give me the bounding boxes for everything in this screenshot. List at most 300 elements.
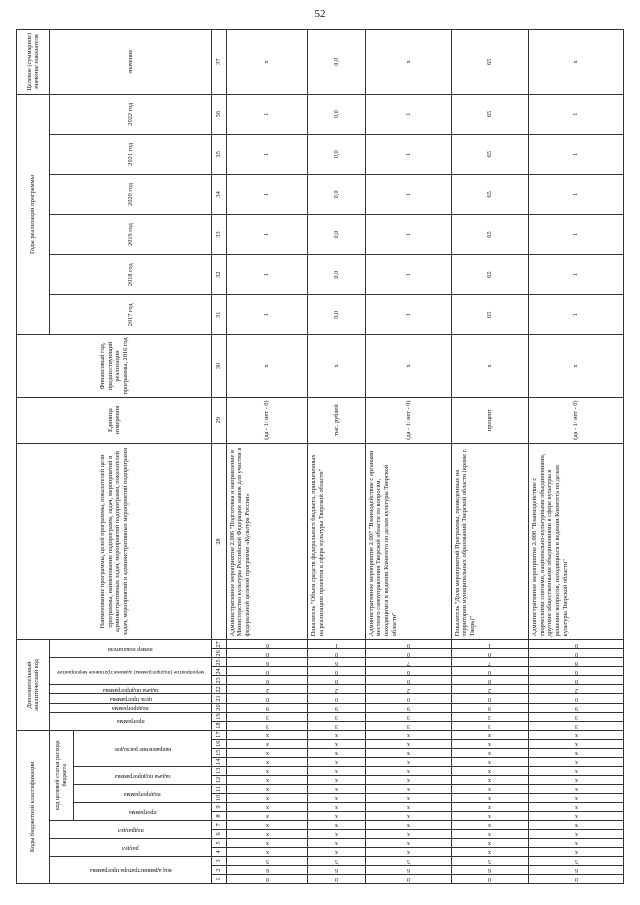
column-number: 27 <box>212 640 226 649</box>
column-number: 30 <box>212 335 226 397</box>
code-digit <box>365 856 451 865</box>
code-digit <box>308 640 365 649</box>
code-digit-text: 3 <box>265 713 269 720</box>
code-digit <box>226 640 308 649</box>
code-digit <box>529 820 624 829</box>
row-base-year: х <box>529 335 624 397</box>
year-2022-header: 2022 год <box>49 94 211 134</box>
code-digit-text: x <box>335 822 339 829</box>
column-number: 28 <box>212 443 226 640</box>
code-digit-text: x <box>335 849 339 856</box>
code-digit-text: 2 <box>265 686 269 693</box>
code-digit <box>365 793 451 802</box>
code-digit-text: 1 <box>335 641 339 648</box>
code-digit-text: x <box>335 813 339 820</box>
code-digit <box>451 739 528 748</box>
budget-codes-header: Коды бюджетной классификации <box>17 730 50 883</box>
rotated-page <box>16 29 624 884</box>
column-number: 31 <box>212 295 226 335</box>
code-digit <box>365 658 451 667</box>
year-value: 65 <box>451 94 528 134</box>
code-digit-text: x <box>265 777 269 784</box>
code-digit-text: x <box>265 849 269 856</box>
code-digit <box>451 865 528 874</box>
code-digit <box>308 784 365 793</box>
column-number: 26 <box>212 649 226 658</box>
code-digit-text: x <box>265 795 269 802</box>
code-digit-text: x <box>335 768 339 775</box>
year-value: 1 <box>365 214 451 254</box>
code-digit <box>308 766 365 775</box>
year-value: 1 <box>365 134 451 174</box>
code-digit <box>529 874 624 883</box>
code-digit <box>529 856 624 865</box>
code-digit <box>226 712 308 721</box>
code-digit-text: 7 <box>406 659 410 666</box>
code-digit-text: 3 <box>265 723 269 729</box>
code-digit-text: 9 <box>574 704 578 711</box>
code-digit <box>308 667 365 676</box>
code-digit <box>226 649 308 658</box>
code-digit-text: x <box>574 840 578 847</box>
row-unit: (да - 1/ нет - 0) <box>226 397 308 443</box>
code-digit <box>308 748 365 757</box>
code-digit <box>529 649 624 658</box>
code-digit-text: x <box>406 750 410 757</box>
code-digit-text: 6 <box>335 659 339 666</box>
code-digit-text: 3 <box>574 713 578 720</box>
code-digit <box>529 748 624 757</box>
code-digit-text: 0 <box>335 876 339 883</box>
code-digit <box>365 739 451 748</box>
code-digit-text: 0 <box>406 641 410 648</box>
code-digit <box>529 793 624 802</box>
code-digit-text: x <box>265 840 269 847</box>
code-digit <box>365 676 451 685</box>
code-digit-text: x <box>335 741 339 748</box>
column-number: 9 <box>212 802 226 811</box>
code-digit-text: x <box>265 768 269 775</box>
row-target: х <box>365 30 451 95</box>
code-digit <box>529 721 624 730</box>
task-header: задача подпрограммы <box>74 766 212 784</box>
code-digit-text: x <box>488 786 492 793</box>
code-digit-text: x <box>574 777 578 784</box>
column-number: 29 <box>212 397 226 443</box>
code-digit <box>529 640 624 649</box>
code-digit-text: x <box>406 849 410 856</box>
code-digit <box>451 784 528 793</box>
column-number: 36 <box>212 94 226 134</box>
table-row <box>226 30 308 884</box>
code-digit-text: 0 <box>406 677 410 684</box>
code-digit <box>226 874 308 883</box>
code-digit-text: x <box>574 759 578 766</box>
code-digit-text: x <box>406 813 410 820</box>
code-digit <box>365 874 451 883</box>
code-digit <box>308 865 365 874</box>
code-digit-text: 3 <box>335 713 339 720</box>
code-digit <box>529 703 624 712</box>
code-digit-text: x <box>265 759 269 766</box>
code-digit-text: x <box>335 786 339 793</box>
name-header: Наименование программы, целей программы, показателей цели программы, наименование подпрограмм, задач, мероприятий и административных задач, мероприятий подпрограмм, показателей задач, мероприятий и административных мероприятий подпрограмм <box>17 443 212 640</box>
target-article-header: код целевой статьи расхода бюджета <box>49 730 73 820</box>
code-digit-text: x <box>406 786 410 793</box>
code-digit-text: 6 <box>265 659 269 666</box>
year-2020-header: 2020 год <box>49 174 211 214</box>
code-digit <box>529 676 624 685</box>
column-number: 11 <box>212 784 226 793</box>
column-number: 13 <box>212 766 226 775</box>
code-digit <box>308 829 365 838</box>
code-digit-text: x <box>335 840 339 847</box>
code-digit <box>226 694 308 703</box>
code-digit-text: x <box>406 822 410 829</box>
code-digit-text: x <box>488 831 492 838</box>
program-header: программа <box>74 802 212 820</box>
column-number: 7 <box>212 820 226 829</box>
year-value: 1 <box>226 134 308 174</box>
row-unit: (да - 1/ нет - 0) <box>529 397 624 443</box>
code-digit-text: x <box>406 795 410 802</box>
column-number: 33 <box>212 214 226 254</box>
code-digit-text: 0 <box>488 876 492 883</box>
code-digit-text: x <box>265 732 269 739</box>
year-value: 0,0 <box>308 94 365 134</box>
code-digit-text: 5 <box>574 858 578 865</box>
code-digit <box>308 802 365 811</box>
code-digit-text: 0 <box>335 650 339 657</box>
column-number: 32 <box>212 255 226 295</box>
code-digit-text: 6 <box>488 867 492 874</box>
code-digit <box>365 685 451 694</box>
code-digit <box>226 802 308 811</box>
code-digit <box>451 640 528 649</box>
code-digit <box>226 730 308 739</box>
code-digit <box>226 847 308 856</box>
code-digit-text: x <box>406 732 410 739</box>
code-digit <box>529 730 624 739</box>
column-number: 35 <box>212 134 226 174</box>
section-header: раздел <box>49 838 211 856</box>
code-digit-text: x <box>574 849 578 856</box>
year-value: 0,0 <box>308 295 365 335</box>
column-number: 10 <box>212 793 226 802</box>
column-number: 25 <box>212 658 226 667</box>
code-digit <box>308 721 365 730</box>
code-digit <box>529 667 624 676</box>
code-digit <box>451 685 528 694</box>
code-digit <box>529 775 624 784</box>
row-target: 0,0 <box>308 30 365 95</box>
subprogram-header: подпрограмма <box>74 784 212 802</box>
code-digit-text: x <box>335 831 339 838</box>
code-digit <box>365 775 451 784</box>
row-base-year: х <box>365 335 451 397</box>
year-value: 1 <box>226 295 308 335</box>
code-digit-text: 2 <box>574 686 578 693</box>
code-digit-text: 1 <box>488 641 492 648</box>
code-digit <box>529 694 624 703</box>
code-digit-text: x <box>488 741 492 748</box>
code-digit <box>226 676 308 685</box>
code-digit-text: 0 <box>406 695 410 702</box>
column-number: 20 <box>212 703 226 712</box>
column-number: 15 <box>212 748 226 757</box>
fin-year-header: Финансовый год, предшествующий реализации программы, 2016 год <box>17 335 212 397</box>
code-digit-text: 3 <box>488 713 492 720</box>
code-digit-text: 7 <box>488 659 492 666</box>
code-digit <box>529 784 624 793</box>
year-value: 65 <box>451 295 528 335</box>
admin-code-header: код администратора программы <box>49 856 211 883</box>
code-digit-text: x <box>406 768 410 775</box>
year-value: 1 <box>365 255 451 295</box>
row-description: Административное мероприятие 2.006 "Подготовка и направление в Министерство культуры Российской Федерации заявок для участия в федеральной целевой программе «Культура России» <box>226 443 308 640</box>
code-digit-text: x <box>406 804 410 811</box>
code-digit-text: 5 <box>335 858 339 865</box>
code-digit-text: x <box>335 804 339 811</box>
code-digit-text: x <box>265 741 269 748</box>
table-row <box>308 30 365 884</box>
year-value: 65 <box>451 255 528 295</box>
a-indicator-header: номер показателя <box>49 640 211 658</box>
row-description: Показатель "Доля мероприятий Программы, проведенных на территории муниципальных образований Тверской области (кроме г. Тверь)" <box>451 443 528 640</box>
code-digit <box>365 820 451 829</box>
code-digit-text: x <box>406 840 410 847</box>
code-digit <box>451 721 528 730</box>
code-digit-text: x <box>406 759 410 766</box>
year-value: 1 <box>529 174 624 214</box>
code-digit-text: x <box>335 750 339 757</box>
year-value: 1 <box>226 214 308 254</box>
code-digit <box>451 793 528 802</box>
a-activity-header: мероприятие (подпрограммы) административное мероприятие <box>49 658 211 685</box>
column-number: 16 <box>212 739 226 748</box>
code-digit-text: x <box>488 750 492 757</box>
column-number: 17 <box>212 730 226 739</box>
row-description: Административное мероприятие 2.008 "Взаимодействие с творческими союзами, национально-культурными объединениями, другими общественными объединениями в сфере культуры в решении вопросов, находящихся в ведении Комитета по делам культуры Тверской области" <box>529 443 624 640</box>
expense-direction-header: направление расходов <box>74 730 212 766</box>
code-digit <box>308 739 365 748</box>
code-digit-text: 0 <box>406 650 410 657</box>
code-digit-text: x <box>488 795 492 802</box>
code-digit-text: 0 <box>265 641 269 648</box>
code-digit <box>308 820 365 829</box>
code-digit-text: x <box>488 759 492 766</box>
code-digit-text: x <box>488 732 492 739</box>
page-number: 52 <box>314 8 326 20</box>
code-digit-text: 2 <box>406 686 410 693</box>
code-digit <box>451 766 528 775</box>
code-digit <box>529 658 624 667</box>
table-row <box>529 30 624 884</box>
code-digit <box>365 721 451 730</box>
target-header: Целевое (суммарное) значение показателя <box>17 30 50 95</box>
code-digit <box>365 766 451 775</box>
row-target: 65 <box>451 30 528 95</box>
code-digit-text: 8 <box>574 659 578 666</box>
code-digit-text: 6 <box>335 867 339 874</box>
code-digit <box>308 676 365 685</box>
code-digit-text: x <box>406 831 410 838</box>
code-digit <box>308 874 365 883</box>
code-digit-text: 6 <box>574 867 578 874</box>
code-digit <box>451 676 528 685</box>
code-digit-text: 2 <box>488 686 492 693</box>
year-value: 0,0 <box>308 134 365 174</box>
table-row <box>365 30 451 884</box>
value-header: значение <box>49 30 211 95</box>
code-digit <box>451 703 528 712</box>
row-description: Показатель "Объем средств федерального бюджета, привлеченных на реализацию проектов в сфере культуры Тверской области" <box>308 443 365 640</box>
code-digit-text: 0 <box>335 668 339 675</box>
code-digit-text: x <box>574 750 578 757</box>
code-digit-text: 0 <box>265 695 269 702</box>
column-number: 14 <box>212 757 226 766</box>
code-digit-text: x <box>574 741 578 748</box>
code-digit-text: 3 <box>406 713 410 720</box>
code-digit <box>226 811 308 820</box>
code-digit-text: x <box>574 813 578 820</box>
code-digit-text: x <box>574 822 578 829</box>
code-digit-text: x <box>488 840 492 847</box>
code-digit <box>451 748 528 757</box>
code-digit <box>529 757 624 766</box>
a-task-header: задача подпрограммы <box>49 685 211 694</box>
code-digit <box>365 694 451 703</box>
code-digit <box>451 820 528 829</box>
code-digit <box>451 658 528 667</box>
code-digit-text: x <box>406 741 410 748</box>
a-program-header: программа <box>49 712 211 730</box>
column-number: 8 <box>212 811 226 820</box>
a-goal-header: цель программы <box>49 694 211 703</box>
year-value: 1 <box>226 174 308 214</box>
code-digit-text: x <box>335 795 339 802</box>
code-digit-text: 9 <box>335 704 339 711</box>
code-digit <box>451 694 528 703</box>
code-digit-text: 0 <box>335 695 339 702</box>
code-digit <box>451 649 528 658</box>
code-digit-text: x <box>574 768 578 775</box>
code-digit <box>226 784 308 793</box>
table-row <box>451 30 528 884</box>
year-value: 0,0 <box>308 255 365 295</box>
code-digit <box>365 829 451 838</box>
code-digit <box>529 802 624 811</box>
code-digit-text: 0 <box>488 650 492 657</box>
row-base-year: х <box>451 335 528 397</box>
code-digit <box>529 766 624 775</box>
code-digit <box>226 829 308 838</box>
column-number: 1 <box>212 874 226 883</box>
code-digit-text: 0 <box>488 677 492 684</box>
code-digit-text: 0 <box>265 650 269 657</box>
code-digit <box>226 757 308 766</box>
code-digit <box>365 838 451 847</box>
code-digit <box>451 757 528 766</box>
column-number: 24 <box>212 667 226 676</box>
year-value: 65 <box>451 174 528 214</box>
code-digit <box>308 649 365 658</box>
code-digit-text: x <box>488 768 492 775</box>
code-digit <box>365 649 451 658</box>
row-base-year: х <box>308 335 365 397</box>
code-digit <box>529 865 624 874</box>
code-digit <box>529 712 624 721</box>
code-digit <box>365 784 451 793</box>
code-digit-text: x <box>488 777 492 784</box>
program-table <box>16 29 624 884</box>
code-digit-text: x <box>488 822 492 829</box>
code-digit-text: 9 <box>406 704 410 711</box>
code-digit-text: x <box>406 777 410 784</box>
code-digit-text: 0 <box>488 695 492 702</box>
year-value: 1 <box>365 174 451 214</box>
code-digit-text: x <box>574 732 578 739</box>
code-digit-text: x <box>335 732 339 739</box>
code-digit <box>451 775 528 784</box>
code-digit-text: x <box>574 795 578 802</box>
code-digit <box>226 658 308 667</box>
code-digit <box>529 811 624 820</box>
code-digit <box>451 847 528 856</box>
code-digit <box>365 811 451 820</box>
code-digit <box>529 838 624 847</box>
code-digit-text: x <box>265 813 269 820</box>
code-digit <box>308 757 365 766</box>
year-value: 1 <box>529 214 624 254</box>
code-digit-text: 0 <box>574 668 578 675</box>
code-digit-text: 5 <box>265 858 269 865</box>
column-numbers-row <box>212 30 226 884</box>
code-digit-text: x <box>265 786 269 793</box>
code-digit <box>308 694 365 703</box>
code-digit-text: x <box>335 759 339 766</box>
row-unit: тыс. рублей <box>308 397 365 443</box>
column-number: 6 <box>212 829 226 838</box>
year-value: 0,0 <box>308 174 365 214</box>
code-digit-text: x <box>265 822 269 829</box>
code-digit-text: 0 <box>335 677 339 684</box>
column-number: 12 <box>212 775 226 784</box>
row-unit: процент <box>451 397 528 443</box>
year-2017-header: 2017 год <box>49 295 211 335</box>
code-digit-text: x <box>574 831 578 838</box>
year-2021-header: 2021 год <box>49 134 211 174</box>
code-digit-text: x <box>335 777 339 784</box>
year-value: 1 <box>226 255 308 295</box>
code-digit <box>451 811 528 820</box>
code-digit <box>226 820 308 829</box>
code-digit-text: 0 <box>406 668 410 675</box>
code-digit <box>365 730 451 739</box>
analytic-code-header: Дополнительный аналитический код <box>17 640 50 730</box>
code-digit-text: x <box>574 804 578 811</box>
code-digit <box>365 712 451 721</box>
year-value: 1 <box>529 134 624 174</box>
column-number: 22 <box>212 685 226 694</box>
code-digit-text: 5 <box>488 858 492 865</box>
code-digit <box>308 847 365 856</box>
year-value: 65 <box>451 214 528 254</box>
code-digit <box>226 739 308 748</box>
code-digit-text: 3 <box>406 723 410 729</box>
column-number: 3 <box>212 856 226 865</box>
code-digit <box>451 838 528 847</box>
